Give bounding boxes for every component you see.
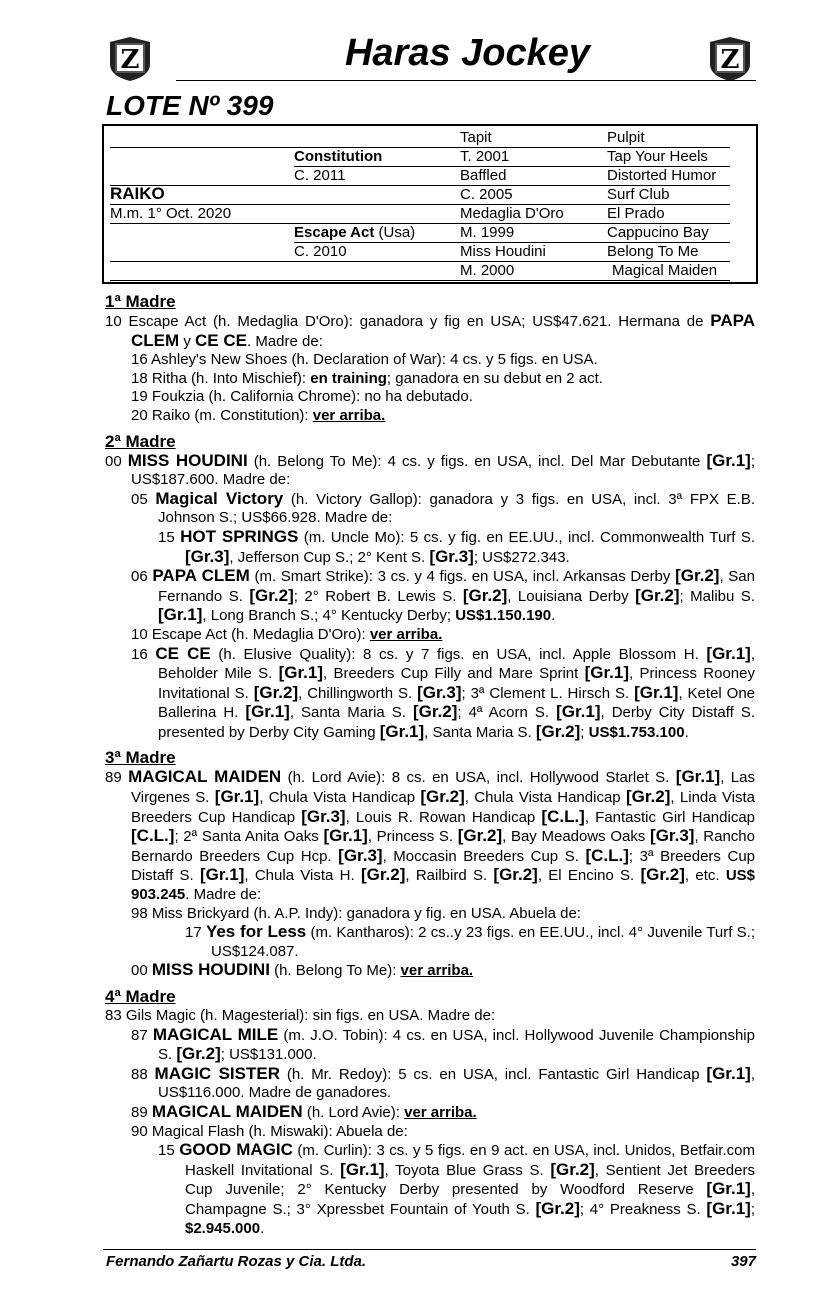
ped-raiko: RAIKO: [110, 184, 165, 203]
entry: 83 Gils Magic (h. Magesterial): sin figs. en USA. Madre de:: [105, 1007, 496, 1024]
entry: 90 Magical Flash (h. Miswaki): Abuela de:: [131, 1122, 408, 1140]
haras-logo-right: [706, 34, 754, 82]
ped-magical-maiden: Magical Maiden: [612, 262, 718, 279]
ped-pulpit: Pulpit: [607, 129, 645, 146]
entry: 16 CE CE (h. Elusive Quality): 8 cs. y 7 figs. en USA, incl. Apple Blossom H. [Gr.1], Beholder Mile S. [Gr.1], Breeders Cup Filly and Mare Sprint [Gr.1], Princess Rooney Invitational S. [Gr.2], Chillingworth S. [Gr.3]; 3ª Clement L. Hirsch S. [Gr.1], Ketel One Ballerina H. [Gr.1], Santa Maria S. [Gr.2]; 4ª Acorn S. [Gr.1], Derby City Distaff S. presented by Derby City Gaming [Gr.1], Santa Maria S. [Gr.2]; US$1.753.100.: [131, 643, 756, 741]
entry: 10 Escape Act (h. Medaglia D'Oro): ganadora y fig en USA; US$47.621. Hermana de PAPA CLEM y CE CE. Madre de:: [105, 311, 755, 350]
ped-tap-your-heels: Tap Your Heels: [607, 148, 708, 165]
ped-m1999: M. 1999: [460, 224, 515, 241]
entry: 98 Miss Brickyard (h. A.P. Indy): ganadora y fig. en USA. Abuela de:: [131, 904, 581, 922]
ped-miss-houdini: Miss Houdini: [460, 243, 546, 260]
ver-arriba-link[interactable]: ver arriba.: [404, 1103, 477, 1121]
section-heading-1: 1ª Madre: [105, 292, 176, 311]
ped-t2001: T. 2001: [460, 148, 510, 165]
section-heading-2: 2ª Madre: [105, 431, 176, 451]
entry: 87 MAGICAL MILE (m. J.O. Tobin): 4 cs. en USA, incl. Hollywood Juvenile Championship S. [Gr.2]; US$131.000.: [131, 1024, 755, 1064]
lote-heading: LOTE Nº 399: [106, 90, 274, 121]
haras-logo-left: [106, 34, 154, 82]
page-title: Haras Jockey: [344, 32, 591, 74]
ped-el-prado: El Prado: [607, 205, 665, 222]
ped-c2011: C. 2011: [294, 167, 346, 184]
ped-c2005: C. 2005: [460, 186, 513, 203]
ver-arriba-link[interactable]: ver arriba.: [400, 962, 474, 980]
ped-mm: M.m. 1° Oct. 2020: [110, 205, 232, 222]
ped-belong: Belong To Me: [607, 243, 699, 260]
ped-c2010: C. 2010: [294, 243, 347, 260]
ped-baffled: Baffled: [460, 167, 507, 184]
ped-escape-act: Escape Act (Usa): [294, 224, 416, 241]
entry: 19 Foukzia (h. California Chrome): no ha debutado.: [131, 388, 473, 406]
entry: 18 Ritha (h. Into Mischief): en training; ganadora en su debut en 2 act.: [131, 369, 603, 387]
title-rule: [176, 80, 756, 81]
logo-letter: Z: [120, 45, 140, 75]
entry: 20 Raiko (m. Constitution): ver arriba.: [131, 406, 386, 424]
ped-medaglia: Medaglia D'Oro: [460, 205, 564, 222]
section-heading-4: 4ª Madre: [105, 987, 176, 1006]
entry: 89 MAGICAL MAIDEN (h. Lord Avie): ver arriba.: [131, 1101, 477, 1121]
footer-rule: [103, 1249, 756, 1250]
entry: 16 Ashley's New Shoes (h. Declaration of War): 4 cs. y 5 figs. en USA.: [131, 351, 598, 369]
ped-surf-club: Surf Club: [607, 186, 670, 203]
ped-tapit: Tapit: [460, 129, 492, 146]
entry: 88 MAGIC SISTER (h. Mr. Redoy): 5 cs. en USA, incl. Fantastic Girl Handicap [Gr.1], US$116.000. Madre de ganadores.: [131, 1063, 755, 1102]
entry: 06 PAPA CLEM (m. Smart Strike): 3 cs. y 4 figs. en USA, incl. Arkansas Derby [Gr.2], San Fernando S. [Gr.2]; 2° Robert B. Lewis S. [Gr.2], Louisiana Derby [Gr.2]; Malibu S. [Gr.1], Long Branch S.; 4° Kentucky Derby; US$1.150.190.: [131, 566, 756, 625]
entry: 15 HOT SPRINGS (m. Uncle Mo): 5 cs. y fig. en EE.UU., incl. Commonwealth Turf S. [Gr.3], Jefferson Cup S.; 2° Kent S. [Gr.3]; US$272.343.: [158, 526, 755, 566]
section-heading-3: 3ª Madre: [105, 748, 176, 768]
entry: 10 Escape Act (h. Medaglia D'Oro): ver arriba.: [131, 625, 443, 643]
ped-distorted-humor: Distorted Humor: [607, 167, 717, 184]
produce-record: [105, 292, 755, 1238]
entry: 89 MAGICAL MAIDEN (h. Lord Avie): 8 cs. en USA, incl. Hollywood Starlet S. [Gr.1], Las Virgenes S. [Gr.1], Chula Vista Handicap [Gr.2], Chula Vista Handicap [Gr.2], Linda Vista Breeders Cup Handicap [Gr.3], Louis R. Rowan Handicap [C.L.], Fantastic Girl Handicap [C.L.]; 2ª Santa Anita Oaks [Gr.1], Princess S. [Gr.2], Bay Meadows Oaks [Gr.3], Rancho Bernardo Breeders Cup Hcp. [Gr.3], Moccasin Breeders Cup S. [C.L.]; 3ª Breeders Cup Distaff S. [Gr.1], Chula Vista H. [Gr.2], Railbird S. [Gr.2], El Encino S. [Gr.2], etc. US$ 903.245. Madre de:: [105, 767, 756, 904]
ver-arriba-link[interactable]: ver arriba.: [369, 625, 443, 643]
ver-arriba-link[interactable]: ver arriba.: [312, 406, 386, 424]
logo-letter: Z: [720, 45, 740, 75]
footer-company: Fernando Zañartu Rozas y Cia. Ltda.: [106, 1253, 367, 1270]
entry: 05 Magical Victory (h. Victory Gallop): ganadora y 3 figs. en USA, incl. 3ª FPX E.B. Johnson S.; US$66.928. Madre de:: [131, 488, 755, 527]
entry: 15 GOOD MAGIC (m. Curlin): 3 cs. y 5 figs. en 9 act. en USA, incl. Unidos, Betfair.com Haskell Invitational S. [Gr.1], Toyota Blue Grass S. [Gr.2], Sentient Jet Breeders Cup Juvenile; 2° Kentucky Derby presented by Woodford Reserve [Gr.1], Champagne S.; 3° Xpressbet Fountain of Youth S. [Gr.2]; 4° Preakness S. [Gr.1]; $2.945.000.: [158, 1140, 755, 1237]
ped-m2000: M. 2000: [460, 262, 515, 279]
entry: 00 MISS HOUDINI (h. Belong To Me): ver arriba.: [131, 960, 474, 980]
ped-cappucino: Cappucino Bay: [607, 224, 709, 241]
pedigree-table: [102, 124, 758, 284]
page-number: 397: [730, 1253, 756, 1270]
entry: 00 MISS HOUDINI (h. Belong To Me): 4 cs. y figs. en USA, incl. Del Mar Debutante [Gr.1]; US$187.600. Madre de:: [105, 450, 756, 489]
ped-constitution: Constitution: [294, 148, 383, 165]
entry: 17 Yes for Less (m. Kantharos): 2 cs..y 23 figs. en EE.UU., incl. 4° Juvenile Turf S.; US$124.087.: [185, 922, 756, 960]
